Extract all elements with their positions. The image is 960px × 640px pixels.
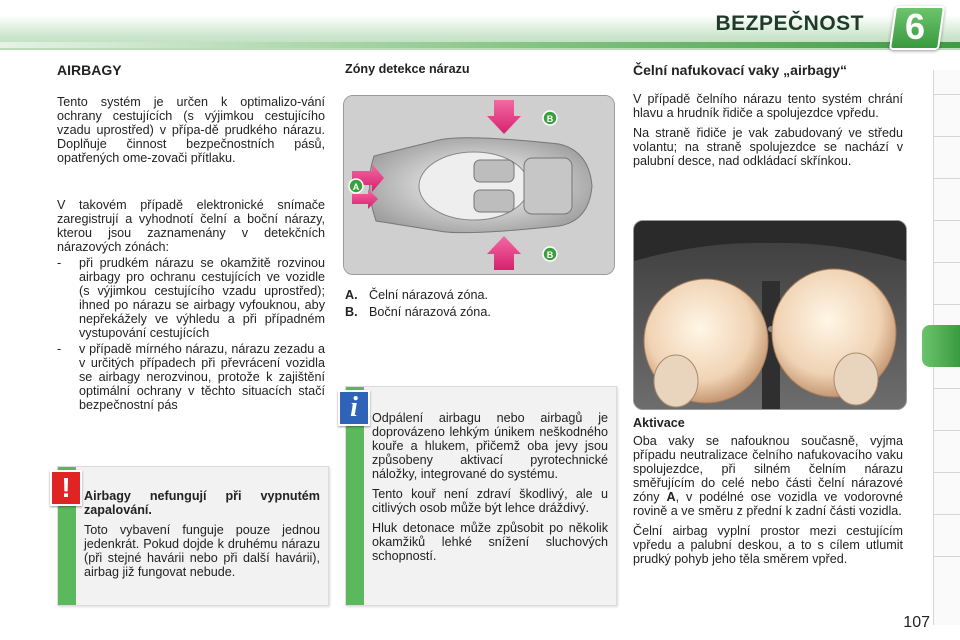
section-title-airbagy: AIRBAGY xyxy=(57,62,122,78)
tab-divider xyxy=(934,388,960,389)
section-title-zones: Zóny detekce nárazu xyxy=(345,62,470,76)
zone-a-key: A. xyxy=(345,288,358,302)
activation-text-part: , v podélné ose vozidla ve vodorovné rovině a ve směru z přední k zadní části vozidla. xyxy=(633,490,903,518)
activation-paragraph: Čelní airbag vyplní prostor mezi cestujícím vpředu a palubní deskou, a to s cílem utlumit prudký pohyb jeho těla směrem vpřed. xyxy=(633,524,903,566)
zone-b-key: B. xyxy=(345,305,358,319)
zone-b-label xyxy=(345,305,491,319)
activation-zone-ref: A xyxy=(666,490,676,504)
tab-divider xyxy=(934,220,960,221)
warning-content xyxy=(84,489,320,585)
tab-divider xyxy=(934,514,960,515)
info-paragraph: Tento kouř není zdraví škodlivý, ale u citlivých osob může být lehce dráždivý. xyxy=(372,487,608,515)
sensor-paragraph xyxy=(57,198,325,260)
page-number: 107 xyxy=(903,614,930,631)
list-item-text: v případě mírného nárazu, nárazu zezadu a v určitých případech při převrácení vozidla se airbagy nerozvinou, protože k zajištění optimální ochrany v těchto situacích stačí bezpečnostní pás xyxy=(79,342,325,412)
info-icon: i xyxy=(338,390,370,426)
chapter-tab-active[interactable] xyxy=(922,325,960,367)
deployed-airbags-illustration xyxy=(634,221,906,409)
zone-b-text: Boční nárazová zóna. xyxy=(369,305,491,319)
list-item: - v případě mírného nárazu, nárazu zezadu a v určitých případech při převrácení vozidla se airbagy nerozvinou, protože k zajištění optimální ochrany v těchto situacích stačí bezpečnostní pás xyxy=(57,342,325,412)
tab-divider xyxy=(934,136,960,137)
impact-zones-figure xyxy=(343,95,615,275)
zone-a-text: Čelní nárazová zóna. xyxy=(369,288,489,302)
info-content xyxy=(372,411,608,569)
front-airbags-text xyxy=(633,92,903,174)
tab-divider xyxy=(934,178,960,179)
figure-label-a: A xyxy=(352,182,360,192)
figure-label-b-top: B xyxy=(546,114,554,124)
header-stripe xyxy=(0,42,960,48)
activation-text xyxy=(633,434,903,572)
activation-title: Aktivace xyxy=(633,416,685,430)
tab-divider xyxy=(934,556,960,557)
warning-title: Airbagy nefungují při vypnutém zapalování. xyxy=(84,489,320,517)
tab-divider xyxy=(934,262,960,263)
chapter-number: 6 xyxy=(904,6,926,47)
airbag-deployment-figure xyxy=(633,220,907,410)
activation-paragraph xyxy=(633,434,903,518)
figure-label-b-bottom: B xyxy=(546,250,554,260)
front-airbags-paragraph: Na straně řidiče je vak zabudovaný ve středu volantu; na straně spolujezdce se nachází v palubní desce, nad odkládací skřínkou. xyxy=(633,126,903,168)
front-airbags-paragraph: V případě čelního nárazu tento systém chrání hlavu a hrudník řidiče a spolujezdce vpředu. xyxy=(633,92,903,120)
tab-divider xyxy=(934,304,960,305)
intro-paragraph xyxy=(57,95,325,171)
activation-text-part: Oba vaky se nafouknou současně, vyjma případu neutralizace čelního nafukovacího vaku spolujezdce, při silném čelním nárazu směřujícím do celé nebo části čelní nárazové zóny xyxy=(633,434,903,504)
list-item-text: při prudkém nárazu se okamžitě rozvinou airbagy pro ochranu cestujících ve vozidle (s výjimkou cestujícího vzadu uprostřed); ihned po nárazu se airbagy vyfouknou, aby nepřekážely ve výhledu a při případném vystupování cestujících xyxy=(79,256,325,340)
page-section-title: BEZPEČNOST xyxy=(715,12,864,35)
list-item: - při prudkém nárazu se okamžitě rozvinou airbagy pro ochranu cestujících ve vozidle (s výjimkou cestujícího vzadu uprostřed); ihned po nárazu se airbagy vyfouknou, aby nepřekážely ve výhledu a při případném vystupování cestujících xyxy=(57,256,325,340)
warning-icon: ! xyxy=(50,470,82,506)
warning-box xyxy=(57,466,329,606)
info-paragraph: Hluk detonace může způsobit po několik okamžiků lehké snížení sluchových schopností. xyxy=(372,521,608,563)
intro-text: Tento systém je určen k optimalizo-vání ochrany cestujících (s výjimkou cestujícího vzadu uprostřed) v přípa-dě prudkého nárazu. Doplňuje činnost bezpečnostních pásů, opatřených ome-zovači přítlaku. xyxy=(57,95,325,165)
impact-list xyxy=(57,256,325,414)
info-box xyxy=(345,386,617,606)
section-title-front-airbags: Čelní nafukovací vaky „airbagy“ xyxy=(633,62,847,78)
warning-text: Toto vybavení funguje pouze jednou jedenkrát. Pokud dojde k druhému nárazu (při stejné havárii nebo při další havárii), airbag již fungovat nebude. xyxy=(84,523,320,579)
tab-divider xyxy=(934,472,960,473)
sensor-text: V takovém případě elektronické snímače zaregistrují a vyhodnotí čelní a boční nárazy, kterou jsou zaznamenány v detekčních nárazových zónách: xyxy=(57,198,325,254)
tab-divider xyxy=(934,94,960,95)
info-paragraph: Odpálení airbagu nebo airbagů je doprovázeno lehkým únikem neškodného kouře a hlukem, přičemž oba jevy jsou způsobeny aktivací pyrotechnické náložky, integrované do systému. xyxy=(372,411,608,481)
car-topview-illustration xyxy=(344,96,614,274)
zone-a-label xyxy=(345,288,488,302)
tab-divider xyxy=(934,430,960,431)
